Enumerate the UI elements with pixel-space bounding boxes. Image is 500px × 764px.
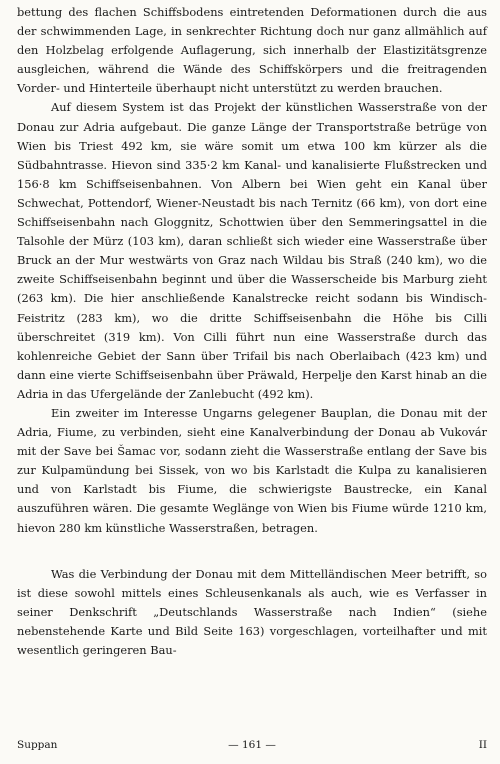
page-number: — 161 —	[228, 739, 276, 751]
paragraph-mediterranean: Was die Verbindung der Donau mit dem Mittelländischen Meer betrifft, so ist diese sowohl mittels eines Schleusenkanals als auch, wie es Verfasser in seiner Denkschrift „Deutschlands Wasserstraße nach Indien“ (siehe nebenstehende Karte und Bild Seite 163) vorgeschlagen, vorteilhafter und mit wesentlich geringeren Bau-	[17, 566, 487, 657]
paragraph-donau-adria-project: Auf diesem System ist das Projekt der künstlichen Wasserstraße von der Donau zur Adria aufgebaut. Die ganze Länge der Transportstraße betrüge von Wien bis Triest 492 km, sie wäre somit um etwa 100 km kürzer als die Südbahntrasse. Hievon sind 335·2 km Kanal- und kanalisierte Flußstrecken und 156·8 km Schiffseisenbahnen. Von Albern bei Wien geht ein Kanal über Schwechat, Pottendorf, Wiener-Neustadt bis nach Ternitz (66 km), von dort eine Schiffseisenbahn nach Gloggnitz, Schottwien über den Semmeringsattel in die Talsohle der Mürz (103 km), daran schließt sich wieder eine Wasserstraße über Bruck an der Mur westwärts von Graz nach Wildau bis Straß (240 km), wo die zweite Schiffseisenbahn beginnt und über die Wasserscheide bis Marburg zieht (263 km). Die hier anschließende Kanalstrecke reicht sodann bis Windisch-Feistritz (283 km), wo die dritte Schiffseisenbahn die Höhe bis Cilli überschreitet (319 km). Von Cilli führt nun eine Wasserstraße durch das kohlenreiche Gebiet der Sann über Trifail bis nach Oberlaibach (423 km) und dann eine vierte Schiffseisenbahn über Präwald, Herpelje den Karst hinab an die Adria in das Ufergelände der Zanlebucht (492 km).	[17, 100, 487, 401]
paragraph-continuation: bettung des flachen Schiffsbodens eintretenden Deformationen durch die aus der schwimmenden Lage, in senkrechter Richtung doch nur ganz allmählich auf den Holzbelag erfolgende Auflagerung, sich innerhalb der Elastizitätsgrenze ausgleichen, während die Wände des Schiffskörpers und die freitragenden Vorder- und Hinterteile überhaupt nicht unterstützt zu werden brauchen.	[17, 5, 487, 96]
paragraph-fiume-plan: Ein zweiter im Interesse Ungarns gelegener Bauplan, die Donau mit der Adria, Fiume, zu verbinden, sieht eine Kanalverbindung der Donau ab Vukovár mit der Save bei Šamac vor, sodann zieht die Wasserstraße entlang der Save bis zur Kulpamündung bei Sissek, von wo bis Karlstadt die Kulpa zu kanalisieren und von Karlstadt bis Fiume, die schwierigste Baustrecke, ein Kanal auszuführen wären. Die gesamte Weglänge von Wien bis Fiume würde 1210 km, hievon 280 km künstliche Wasserstraßen, betragen.	[17, 405, 487, 535]
footer-signature: II	[478, 739, 487, 751]
footer-author: Suppan	[17, 739, 58, 751]
